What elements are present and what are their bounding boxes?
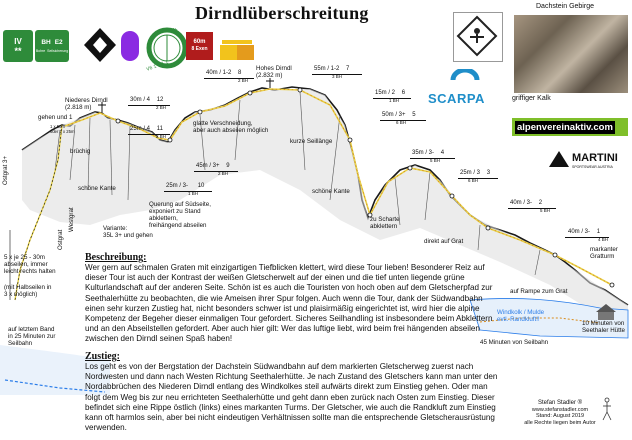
pitch-9: 45m / 3+ 9 2 BH [196,163,230,176]
author-rights: alle Rechte liegen beim Autor [524,419,596,426]
pitch-10: 25m / 3- 10 1 BH [166,183,205,196]
grade-stars: ** [14,45,22,56]
pitch-1: 40m / 3- 1 4 BH [568,229,609,242]
author-date: Stand: August 2019 [535,413,584,419]
pitch-2: 40m / 3- 2 5 BH [510,200,551,213]
pitch-6: 15m / 2 6 1 BH [375,90,406,103]
e2-label: E2 [54,39,63,46]
label-min-seilbahn: 45 Minuten von Seilbahn [480,339,549,346]
rope-length: 60m [193,39,206,45]
rope-exen: 8 Exen [191,46,208,52]
zustieg-heading: Zustieg: [85,351,120,362]
e2-sub: Seilsicherung [47,49,69,53]
summit-niederes-dirndl: Niederes Dirndl (2.818 m) [65,97,108,111]
martini-text: MARTINI [572,152,618,164]
label-querung: Querung auf Südseite, exponiert zu Stand abklettern, freihängend abseilen [149,201,211,229]
pitch-12: 30m / 4 12 2 BH [130,97,167,110]
summit-hohes-dirndl: Hohes Dirndl (2.832 m) [256,65,292,79]
label-bruechig: brüchig [70,148,91,155]
author-block [510,400,610,426]
label-direkt-grat: direkt auf Grat [424,238,464,245]
zustieg-text: Los geht es von der Bergstation der Dachstein Südwandbahn auf dem markierten Gletscherweg zuerst nach Nordwesten und dann nach Westen Richtung Seethalerhütte. Je nach Zustand des Gletschers kann man unter den Nordabbrüchen des Niederen Dirndl entlang des Windkolkes steil aufwärts direkt zum Einstieg gehen. Oder man folgt dem Weg bis zur neu errichteten Seethalerhütte und geht dann eben zurück nach Osten zum Einstieg. Dieser befindet sich eine Rippe östlich (links) eines markanten Turms. Der Gletscher, wie auch die Randkluft zum Einstieg kann oft harmlos sein, aber bei nicht eindeutigen Verhältnissen sollte man die entsprechende Gletscherausrüstung verwenden. [85,362,498,433]
label-letzten-band: auf letztem Band in 25 Minuten zur Seilbahn [8,326,56,347]
pitch-3: 25m / 3 3 6 BH [460,170,491,183]
label-min-seethaler: 10 Minuten von Seethaler Hütte [582,320,625,334]
photo-note: griffiger Kalk [512,95,551,102]
beschreibung-text: Wer gern auf schmalen Graten mit einzigartigen Tiefblicken klettert, wird diese Tour lieben! Besonderer Reiz auf dieser Tour ist auch der Kontrast der weißen Gletscherwelt auf der einen und die tief unten liegende grüne Kulturlandschaft auf der anderen Seite. Schön ist es auch die Touristen von hoch oben auf dem Gletscherpfad zur Seethalerhütte zu beobachten, die wie Ameisen ihrer Spur folgen. Auch wenn die Tour, dank der Südwandbahn einen sehr kurzen Zustieg hat, nicht besonders schwer ist und plaisirmäßig eingerichtet ist, wird hier die alpine Kompetenz der Begeher dieser einmaligen Tour gefordert. Sicheres Seilhandling ist insbesondere beim Abklettern und an den Abseilstellen gefordert. Aber auch hier gilt: Wer das luftige liebt, wird beim frei hängenden abseilen zwischen den Dirndl seinen Spaß haben! [85,263,493,344]
pitch-5: 50m / 3+ 5 6 BH [382,112,416,125]
label-westgrat: Westgrat [68,207,75,232]
author-name: Stefan Stadler ® [537,400,583,406]
page-title: Dirndlüberschreitung [195,3,369,23]
label-schoene-kante-mid: schöne Kante [312,188,350,195]
alpenverein-text: alpenvereinaktiv.com [517,121,613,133]
grade-value: IV [14,36,22,46]
label-variante: Variante: 35L 3+ und gehen [103,225,153,239]
pitch-8: 40m / 1-2 8 2 BH [206,70,249,83]
photo-caption: Dachstein Gebirge [536,3,594,10]
scarpa-text: SCARPA [428,91,485,106]
label-rampe: auf Rampe zum Grat [510,288,568,295]
bh-label: BH [41,39,51,46]
pitch-4: 35m / 3- 4 5 BH [412,150,445,163]
label-windkolk: Windkolk / Mulde evtl. Randkluft!! [497,309,545,323]
bh-sub: Bohre [35,49,46,53]
beschreibung-heading: Beschreibung: [85,252,147,263]
pitch-7: 55m / 1-2 7 3 BH [314,66,350,79]
author-web: www.stefanstadler.com [531,406,589,413]
compass-hour: 6h [172,28,178,34]
martini-sub: SPORTSWEAR AUSTRIA [572,165,613,169]
label-abseil-5x: 5 x je 25 - 30m abseilen, immer leicht rechts halten [4,254,56,275]
label-glatte-verschneidung: glatte Verschneidung, aber auch abseilen möglich [193,120,269,134]
label-markanter-gratturm: markanter Gratturm [590,246,618,260]
zustieg-section [85,351,505,433]
label-rap-note: 1 x 50m oder 2 x 25m [50,124,75,134]
label-ostgrat-down: Ostgrat [57,229,64,250]
label-gehen: gehen und 1 [38,114,73,121]
label-halbseil: (mit Halbseilen in 3 x möglich) [4,284,52,298]
label-schoene-kante-left: schöne Kante [78,185,116,192]
sequence-text: V6 1 8 1 1 [145,59,170,73]
label-kurze-seillaenge: kurze Seillänge [290,138,333,145]
beschreibung-section [85,252,500,345]
label-zu-scharte: zu Scharte abklettern [370,216,400,230]
pitch-11: 25m / 4 11 2 BH [130,126,167,139]
label-ostgrat: Ostgrat 3+ [2,155,9,185]
